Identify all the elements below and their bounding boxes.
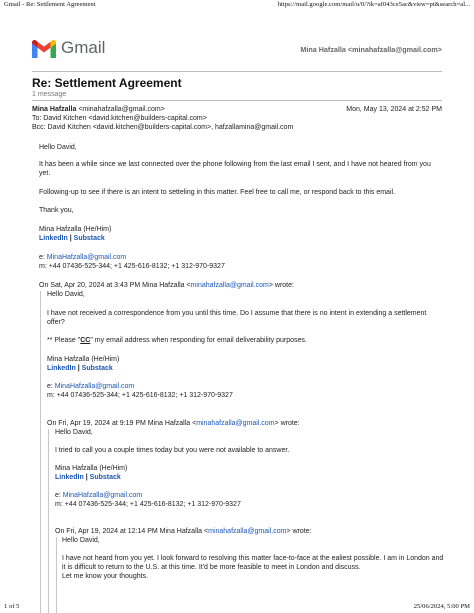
quote-3-paragraph: I have not heard from you yet. I look forward to resolving this matter face-to-face at the ealiest possible. I am in London and it is difficult to return to the U.S. at this time. It'd be more feasible to meet in London and discuss. bbox=[62, 555, 444, 571]
note-prefix: ** Please " bbox=[47, 337, 81, 344]
gmail-logo-icon bbox=[32, 40, 56, 58]
attribution-email-link[interactable]: minahafzalla@gmail.com bbox=[190, 282, 269, 289]
quote-1-note bbox=[47, 337, 307, 346]
thread-subject: Re: Settlement Agreement bbox=[32, 76, 182, 90]
body-paragraph-2: Following-up to see if there is an intent to setteling in this matter. Feel free to call me, or respond back to this email. bbox=[39, 189, 396, 196]
body-greeting: Hello David, bbox=[39, 144, 77, 151]
link-separator: | bbox=[69, 235, 72, 242]
email-link[interactable]: MinaHafzalla@gmail.com bbox=[54, 383, 135, 390]
message-count: 1 message bbox=[32, 91, 67, 98]
linkedin-link[interactable]: LinkedIn bbox=[39, 235, 68, 242]
linkedin-link[interactable]: LinkedIn bbox=[47, 365, 76, 372]
print-header-title: Gmail - Re: Settlement Agreement bbox=[4, 1, 96, 8]
quote-2-signature-phones: m: +44 07436-525-344; +1 425-616-8132; +1 312-970-9327 bbox=[55, 501, 241, 508]
email-link[interactable]: MinaHafzalla@gmail.com bbox=[62, 492, 143, 499]
gmail-wordmark: Gmail bbox=[61, 38, 106, 57]
quote-1-signature-links bbox=[47, 365, 113, 374]
quote-2-attribution bbox=[47, 420, 300, 429]
print-header-url: https://mail.google.com/mail/u/0/?ik=af043ce5ac&view=pt&search=al... bbox=[277, 1, 470, 8]
print-footer-page: 1 of 5 bbox=[4, 603, 20, 610]
quote-1-signature-name: Mina Hafzalla (He/Him) bbox=[47, 356, 120, 363]
attribution-prefix: On Sat, Apr 20, 2024 at 3:43 PM Mina Hafzalla < bbox=[39, 282, 191, 289]
signature-links bbox=[39, 235, 105, 244]
message-bcc: Bcc: David Kitchen <david.kitchen@builders-capital.com>, hafzallamina@gmail.com bbox=[32, 124, 294, 131]
email-link[interactable]: MinaHafzalla@gmail.com bbox=[46, 254, 127, 261]
quote-2-greeting: Hello David, bbox=[55, 429, 93, 436]
quote-1-signature-email bbox=[47, 383, 134, 392]
substack-link[interactable]: Substack bbox=[81, 365, 113, 372]
email-label: e: bbox=[55, 492, 63, 499]
sender-name: Mina Hafzalla bbox=[32, 106, 77, 113]
signature-email bbox=[39, 254, 126, 263]
attribution-prefix: On Fri, Apr 19, 2024 at 9:19 PM Mina Hafzalla < bbox=[47, 420, 197, 427]
email-label: e: bbox=[47, 383, 55, 390]
quote-1-paragraph: I have not received a correspondence from you until this time. Do I assume that there is no intent in extending a settlement offer? bbox=[47, 310, 427, 326]
message-date: Mon, May 13, 2024 at 2:52 PM bbox=[346, 106, 442, 113]
attribution-suffix: > wrote: bbox=[286, 528, 312, 535]
quote-2-signature-name: Mina Hafzalla (He/Him) bbox=[55, 465, 128, 472]
signature-name: Mina Hafzalla (He/Him) bbox=[39, 226, 112, 233]
link-separator: | bbox=[77, 365, 80, 372]
body-paragraph-1: It has been a while since we last connected over the phone following from the last email I sent, and I have not heared from you yet. bbox=[39, 161, 431, 177]
substack-link[interactable]: Substack bbox=[73, 235, 105, 242]
header-divider bbox=[32, 71, 442, 72]
quote-2-paragraph: I tried to call you a couple times today but you were not available to answer. bbox=[55, 447, 290, 454]
quote-1-bar bbox=[40, 291, 41, 613]
quote-3-closing: Let me know your thoughts. bbox=[62, 573, 148, 580]
quote-2-signature-email bbox=[55, 492, 142, 501]
quote-3-bar bbox=[56, 537, 57, 613]
quote-1-greeting: Hello David, bbox=[47, 291, 85, 298]
message-to: To: David Kitchen <david.kitchen@builders-capital.com> bbox=[32, 115, 207, 122]
quote-1-attribution bbox=[39, 282, 294, 291]
body-thanks: Thank you, bbox=[39, 207, 74, 214]
note-suffix: " my email address when responding for email deliverability purposes. bbox=[90, 337, 307, 344]
quote-3-greeting: Hello David, bbox=[62, 537, 100, 544]
message-from bbox=[32, 106, 165, 115]
quote-3-attribution bbox=[55, 528, 312, 537]
quote-1-signature-phones: m: +44 07436-525-344; +1 425-616-8132; +1 312-970-9327 bbox=[47, 392, 233, 399]
quote-2-bar bbox=[48, 429, 49, 613]
print-footer-date: 25/06/2024, 5:00 PM bbox=[413, 603, 470, 610]
linkedin-link[interactable]: LinkedIn bbox=[55, 474, 84, 481]
subject-divider bbox=[32, 100, 442, 101]
attribution-email-link[interactable]: minahafzalla@gmail.com bbox=[196, 420, 275, 427]
sender-email: <minahafzalla@gmail.com> bbox=[78, 106, 165, 113]
attribution-suffix: > wrote: bbox=[268, 282, 294, 289]
attribution-email-link[interactable]: minahafzalla@gmail.com bbox=[208, 528, 287, 535]
link-separator: | bbox=[85, 474, 88, 481]
account-label: Mina Hafzalla <minahafzalla@gmail.com> bbox=[300, 45, 442, 54]
attribution-prefix: On Fri, Apr 19, 2024 at 12:14 PM Mina Hafzalla < bbox=[55, 528, 209, 535]
email-label: e: bbox=[39, 254, 47, 261]
quote-2-signature-links bbox=[55, 474, 121, 483]
substack-link[interactable]: Substack bbox=[89, 474, 121, 481]
attribution-suffix: > wrote: bbox=[274, 420, 300, 427]
note-cc: CC bbox=[80, 337, 91, 344]
signature-phones: m: +44 07436-525-344; +1 425-616-8132; +1 312-970-9327 bbox=[39, 263, 225, 270]
